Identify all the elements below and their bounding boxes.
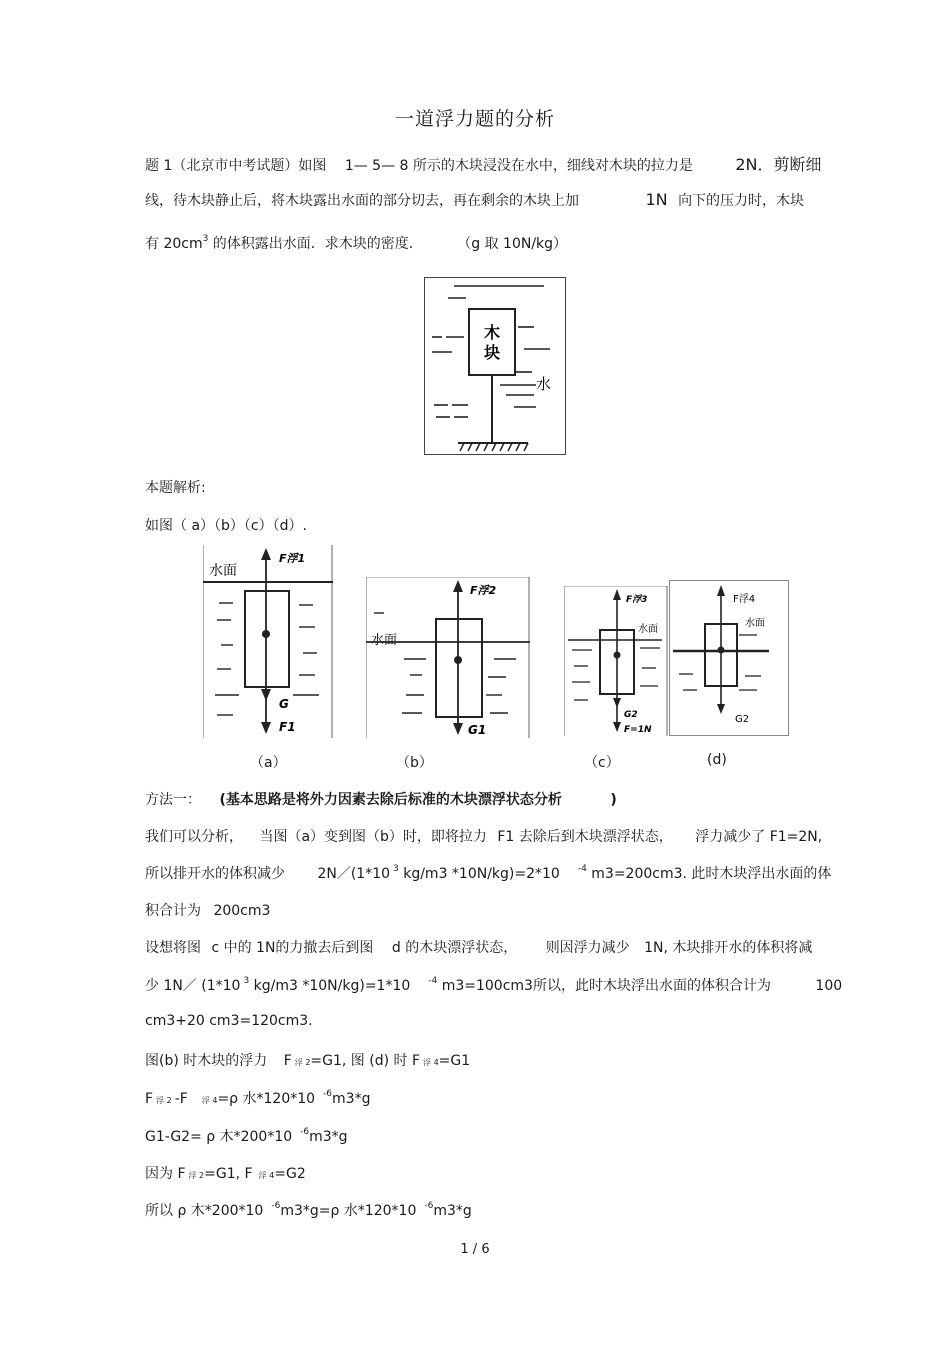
problem-text: 题 1（北京市中考试题）如图 — [145, 158, 327, 174]
text: m3*g=ρ 水*120*10 — [280, 1203, 417, 1219]
figure-caption: （a） — [250, 755, 287, 771]
superscript: -6 — [271, 1201, 281, 1211]
text: 因为 F — [145, 1166, 186, 1182]
superscript: 3 — [243, 976, 250, 986]
wood-block — [469, 309, 515, 375]
paragraph-1-line-2 — [145, 863, 831, 883]
problem-text: 1N — [645, 190, 668, 209]
text: F — [283, 1053, 292, 1069]
arrow-down-icon — [717, 704, 725, 714]
force-label: G2 — [735, 714, 750, 725]
problem-line-2 — [145, 190, 804, 210]
center-of-mass — [262, 630, 270, 638]
superscript: 3 — [393, 864, 399, 874]
text: 2N／(1*10 — [317, 866, 391, 882]
problem-text: 线，待木块静止后，将木块露出水面的部分切去，再在剩余的木块上加 — [145, 193, 579, 209]
force-label: F=1N — [624, 725, 652, 735]
water-surface-label: 水面 — [209, 563, 237, 579]
block-label: 块 — [483, 343, 501, 362]
method-text: 方法一： — [145, 792, 201, 808]
text: 积合计为 — [145, 903, 201, 919]
problem-text: （g 取 10N/kg） — [457, 236, 568, 252]
paragraph-2-line-1 — [145, 937, 812, 957]
subscript: 浮 2 — [156, 1096, 172, 1105]
text: c 中的 1N的力撤去后到图 — [211, 940, 374, 956]
problem-text: 1— 5— 8 所示的木块浸没在水中，细线对木块的拉力是 — [344, 158, 693, 174]
text: G1-G2= ρ 木*200*10 — [145, 1129, 293, 1145]
text: 当图（a）变到图（b）时，即将拉力 — [259, 829, 487, 845]
superscript: -6 — [424, 1201, 434, 1211]
subscript: 浮 4 — [423, 1058, 439, 1067]
text: m3*g — [433, 1203, 472, 1219]
text: 少 1N／ (1*10 — [145, 978, 241, 994]
wood-block — [436, 619, 482, 717]
text: m3=100cm3所以，此时木块浮出水面的体积合计为 — [441, 978, 771, 994]
superscript: -4 — [577, 864, 587, 874]
figure-caption: (d) — [707, 752, 727, 768]
equation-1 — [145, 1050, 470, 1070]
text: -F — [174, 1091, 188, 1107]
text: 图(b) 时木块的浮力 — [145, 1053, 268, 1069]
subscript: 浮 4 — [201, 1096, 218, 1105]
arrow-down-icon — [613, 698, 621, 708]
arrow-up-icon — [453, 580, 463, 592]
analysis-heading: 本题解析: — [145, 480, 206, 496]
text: kg/m3 *10N/kg)=2*10 — [403, 866, 560, 882]
equation-4 — [145, 1163, 306, 1183]
problem-text: 2N．剪断细 — [735, 155, 822, 174]
paragraph-2-line-3: cm3+20 cm3=120cm3. — [145, 1013, 313, 1029]
method-heading — [145, 789, 617, 809]
arrow-up-icon — [717, 585, 725, 596]
center-of-mass — [614, 652, 621, 659]
text: =G1 — [438, 1053, 471, 1069]
force-label: F浮1 — [279, 552, 306, 565]
paragraph-1-line-3 — [145, 900, 270, 920]
force-label: G2 — [624, 710, 638, 720]
text: =G1, F — [204, 1166, 253, 1182]
text: =ρ 水*120*10 — [217, 1091, 316, 1107]
text: 设想将图 — [145, 940, 201, 956]
figure-caption: （c） — [584, 755, 620, 771]
equation-2 — [145, 1088, 370, 1108]
page-number: 1 / 6 — [460, 1242, 490, 1257]
figure-a — [203, 545, 333, 738]
equation-3 — [145, 1126, 348, 1146]
text: m3*g — [332, 1091, 371, 1107]
text: F — [145, 1091, 154, 1107]
paragraph-1-line-1 — [145, 826, 822, 846]
water-surface-label: 水面 — [371, 633, 398, 648]
problem-line-1 — [145, 152, 822, 175]
text: =G1, 图 (d) 时 F — [310, 1053, 421, 1069]
text: =G2 — [274, 1166, 306, 1182]
superscript: -4 — [428, 976, 438, 986]
problem-text: 向下的压力时，木块 — [678, 193, 805, 209]
block-label: 木 — [483, 323, 501, 342]
subscript: 浮 2 — [294, 1058, 311, 1067]
figure-caption: （b） — [396, 755, 433, 771]
figure-b — [366, 577, 530, 738]
text: m3*g — [309, 1129, 348, 1145]
force-label: F浮4 — [733, 594, 756, 605]
center-of-mass — [454, 656, 462, 664]
equation-5 — [145, 1200, 472, 1220]
force-label: G — [279, 697, 289, 711]
force-label: F1 — [279, 720, 296, 734]
arrow-down-icon — [261, 722, 271, 734]
text: d 的木块漂浮状态， — [391, 940, 518, 956]
page-title: 一道浮力题的分析 — [394, 108, 555, 130]
water-surface-label: 水面 — [745, 618, 765, 629]
figure-block-submerged — [424, 277, 566, 455]
force-label: G1 — [468, 723, 487, 737]
water-surface-label: 水面 — [638, 624, 658, 635]
arrow-up-icon — [613, 589, 621, 600]
center-of-mass — [718, 647, 725, 654]
text: 100 — [815, 978, 843, 994]
arrow-down-icon — [261, 689, 271, 701]
superscript: 3 — [202, 234, 209, 244]
paragraph-2-line-2 — [145, 975, 842, 995]
text: 所以 ρ 木*200*10 — [145, 1203, 264, 1219]
superscript: -6 — [323, 1089, 333, 1099]
problem-text: 的体积露出水面．求木块的密度． — [212, 236, 423, 252]
text: 我们可以分析， — [145, 829, 243, 845]
figure-d — [669, 580, 789, 736]
figure-c — [564, 586, 668, 736]
subscript: 浮 4 — [258, 1171, 275, 1180]
water-label: 水 — [536, 375, 552, 393]
subscript: 浮 2 — [188, 1171, 205, 1180]
text: kg/m3 *10N/kg)=1*10 — [253, 978, 411, 994]
arrow-down-icon — [453, 723, 463, 735]
wood-block — [245, 591, 289, 687]
text: 浮力减少了 F1=2N, — [695, 829, 823, 845]
force-label: F浮2 — [470, 584, 497, 597]
see-figures: 如图（ a）（b）（c）（d）. — [145, 518, 307, 534]
force-label: F浮3 — [626, 595, 648, 605]
problem-text: 有 20cm — [145, 236, 203, 252]
text: 所以排开水的体积减少 — [145, 866, 285, 882]
method-text: ) — [610, 792, 617, 808]
superscript: -6 — [300, 1127, 310, 1137]
text: m3=200cm3. 此时木块浮出水面的体 — [591, 866, 832, 882]
text: 200cm3 — [213, 903, 271, 919]
arrow-up-icon — [261, 548, 271, 560]
arrow-down-icon — [613, 722, 621, 732]
text: 则因浮力减少 — [545, 940, 630, 956]
method-text: (基本思路是将外力因素去除后标准的木块漂浮状态分析 — [219, 792, 562, 808]
problem-line-3 — [145, 233, 567, 253]
text: 1N, 木块排开水的体积将减 — [644, 940, 813, 956]
text: F1 去除后到木块漂浮状态， — [497, 829, 673, 845]
